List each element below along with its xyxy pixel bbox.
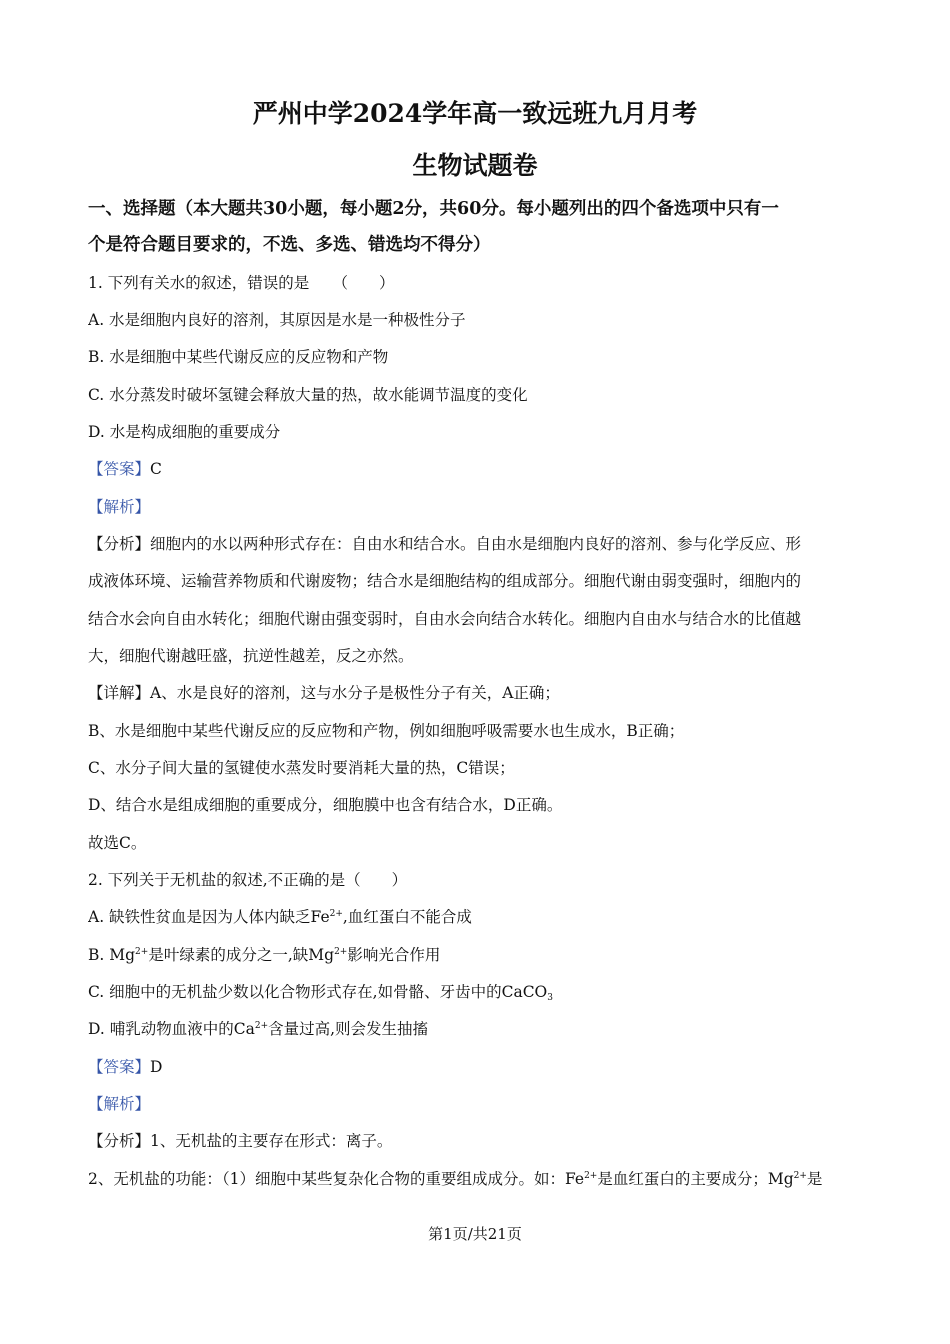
q2-option-a: A. 缺铁性贫血是因为人体内缺乏$Fe^{2+}$,血红蛋白不能合成 xyxy=(88,908,472,926)
xiangjie-label: 【详解】 xyxy=(88,684,151,702)
q1-xiangjie-line-2: B、水是细胞中某些代谢反应的反应物和产物，例如细胞呼吸需要水也生成水，B正确； xyxy=(88,722,685,740)
q2-option-c: C. 细胞中的无机盐少数以化合物形式存在,如骨骼、牙齿中的CaCO$_3$ xyxy=(88,983,553,1003)
exam-subtitle: 生物试题卷 xyxy=(412,151,538,180)
q1-fenxi-line-1: 【分析】细胞内的水以两种形式存在：自由水和结合水。自由水是细胞内良好的溶剂、参与化学反应、形 xyxy=(88,535,802,553)
q2-option-d: D. 哺乳动物血液中的$Ca^{2+}$含量过高,则会发生抽搐 xyxy=(88,1020,429,1038)
q1-fenxi-line-3: 结合水会向自由水转化；细胞代谢由强变弱时，自由水会向结合水转化。细胞内自由水与结合水的比值越 xyxy=(88,610,802,628)
q2-fenxi-line-2: 2、无机盐的功能：（1）细胞中某些复杂化合物的重要组成成分。如：$Fe^{2+}$是血红蛋白的主要成分；$Mg^{2+}$是 xyxy=(88,1170,823,1188)
q1-conclusion: 故选C。 xyxy=(88,834,147,852)
answer-label: 【答案】 xyxy=(88,1058,151,1076)
page-number: 第1页/共21页 xyxy=(428,1225,522,1243)
q1-option-d: D. 水是构成细胞的重要成分 xyxy=(88,423,281,441)
q2-stem: 2. 下列关于无机盐的叙述,不正确的是（ ） xyxy=(88,871,408,889)
q2-analysis-label: 【解析】 xyxy=(88,1095,151,1113)
fenxi-label: 【分析】 xyxy=(88,1132,151,1150)
q1-fenxi-line-2: 成液体环境、运输营养物质和代谢废物；结合水是细胞结构的组成部分。细胞代谢由弱变强时，细胞内的 xyxy=(88,572,802,590)
q1-option-b: B. 水是细胞中某些代谢反应的反应物和产物 xyxy=(88,348,389,366)
answer-value: C xyxy=(150,460,162,478)
fenxi-label: 【分析】 xyxy=(88,535,151,553)
q2-fenxi-line-1: 【分析】1、无机盐的主要存在形式：离子。 xyxy=(88,1132,393,1150)
section-heading-line-1: 一、选择题（本大题共30小题，每小题2分，共60分。每小题列出的四个备选项中只有一 xyxy=(88,199,779,219)
section-heading-line-2: 个是符合题目要求的，不选、多选、错选均不得分） xyxy=(88,235,491,255)
q2-answer xyxy=(88,1056,868,1078)
q1-fenxi-line-4: 大，细胞代谢越旺盛，抗逆性越差，反之亦然。 xyxy=(88,647,414,665)
q1-option-a: A. 水是细胞内良好的溶剂，其原因是水是一种极性分子 xyxy=(88,311,466,329)
q1-option-c: C. 水分蒸发时破坏氢键会释放大量的热，故水能调节温度的变化 xyxy=(88,386,528,404)
q2-option-b: B. $Mg^{2+}$是叶绿素的成分之一,缺$Mg^{2+}$影响光合作用 xyxy=(88,946,441,964)
q1-answer xyxy=(88,458,868,480)
q1-stem: 1. 下列有关水的叙述，错误的是 （ ） xyxy=(88,274,395,292)
q1-xiangjie-line-1: 【详解】A、水是良好的溶剂，这与水分子是极性分子有关，A正确； xyxy=(88,684,560,702)
q1-xiangjie-line-4: D、结合水是组成细胞的重要成分，细胞膜中也含有结合水，D正确。 xyxy=(88,796,563,814)
q1-xiangjie-line-3: C、水分子间大量的氢键使水蒸发时要消耗大量的热，C错误； xyxy=(88,759,515,777)
answer-value: D xyxy=(150,1058,163,1076)
q1-analysis-label: 【解析】 xyxy=(88,498,151,516)
answer-label: 【答案】 xyxy=(88,460,151,478)
exam-title: 严州中学2024学年高一致远班九月月考 xyxy=(252,99,698,128)
